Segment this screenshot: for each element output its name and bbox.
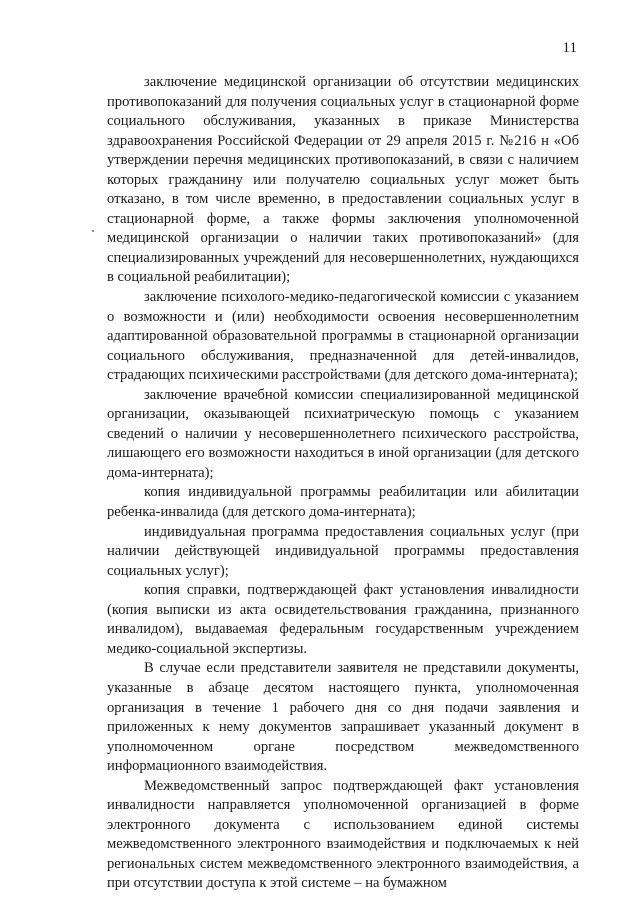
paragraph-interagency-request: Межведомственный запрос подтверждающей факт установления инвалидности направляется уполномоченной организацией в форме электронного документа с использованием единой системы межведомственного электронного взаимодействия и подключаемых к ней региональных систем межведомственного электронного взаимодействия, а при отсутствии доступа к этой системе – на бумажном: [107, 777, 579, 892]
document-body: [107, 73, 579, 894]
paragraph-individual-program: индивидуальная программа предоставления социальных услуг (при наличии действующей индивидуальной программы предоставления социальных услуг);: [107, 523, 579, 579]
page-number: 11: [562, 40, 577, 56]
paragraph-rehabilitation-program-copy: копия индивидуальной программы реабилитации или абилитации ребенка-инвалида (для детского дома-интерната);: [107, 484, 579, 521]
paragraph-pmpk-conclusion: заключение психолого-медико-педагогической комиссии с указанием о возможности и (или) необходимости освоения несовершеннолетним адаптированной образовательной программы в стационарной организации социального обслуживания, предназначенной для детей-инвалидов, страдающих психическими расстройствами (для детского дома-интерната);: [107, 289, 579, 384]
paragraph-medical-conclusion: заключение медицинской организации об отсутствии медицинских противопоказаний для получения социальных услуг в стационарной форме социального обслуживания, указанных в приказе Министерства здравоохранения Российской Федерации от 29 апреля 2015 г. №216 н «Об утверждении перечня медицинских противопоказаний, в связи с наличием которых гражданину или получателю социальных услуг может быть отказано, в том числе временно, в предоставлении социальных услуг в стационарной форме, а также формы заключения уполномоченной медицинской организации о наличии таких противопоказаний» (для специализированных учреждений для несовершеннолетних, нуждающихся в социальной реабилитации);: [107, 74, 579, 286]
paragraph-medical-commission-conclusion: заключение врачебной комиссии специализированной медицинской организации, оказывающей психиатрическую помощь с указанием сведений о наличии у несовершеннолетнего психического расстройства, лишающего его возможности находиться в иной организации (для детского дома-интерната);: [107, 386, 579, 481]
paragraph-disability-certificate: копия справки, подтверждающей факт установления инвалидности (копия выписки из акта освидетельствования гражданина, признанного инвалидом), выдаваемая федеральным государственным учреждением медико-социальной экспертизы.: [107, 582, 579, 657]
paragraph-missing-documents: В случае если представители заявителя не представили документы, указанные в абзаце десятом настоящего пункта, уполномоченная организация в течение 1 рабочего дня со дня подачи заявления и приложенных к нему документов запрашивает указанный документ в уполномоченном органе посредством межведомственного информационного взаимодействия.: [107, 660, 579, 775]
margin-mark: [92, 230, 94, 232]
